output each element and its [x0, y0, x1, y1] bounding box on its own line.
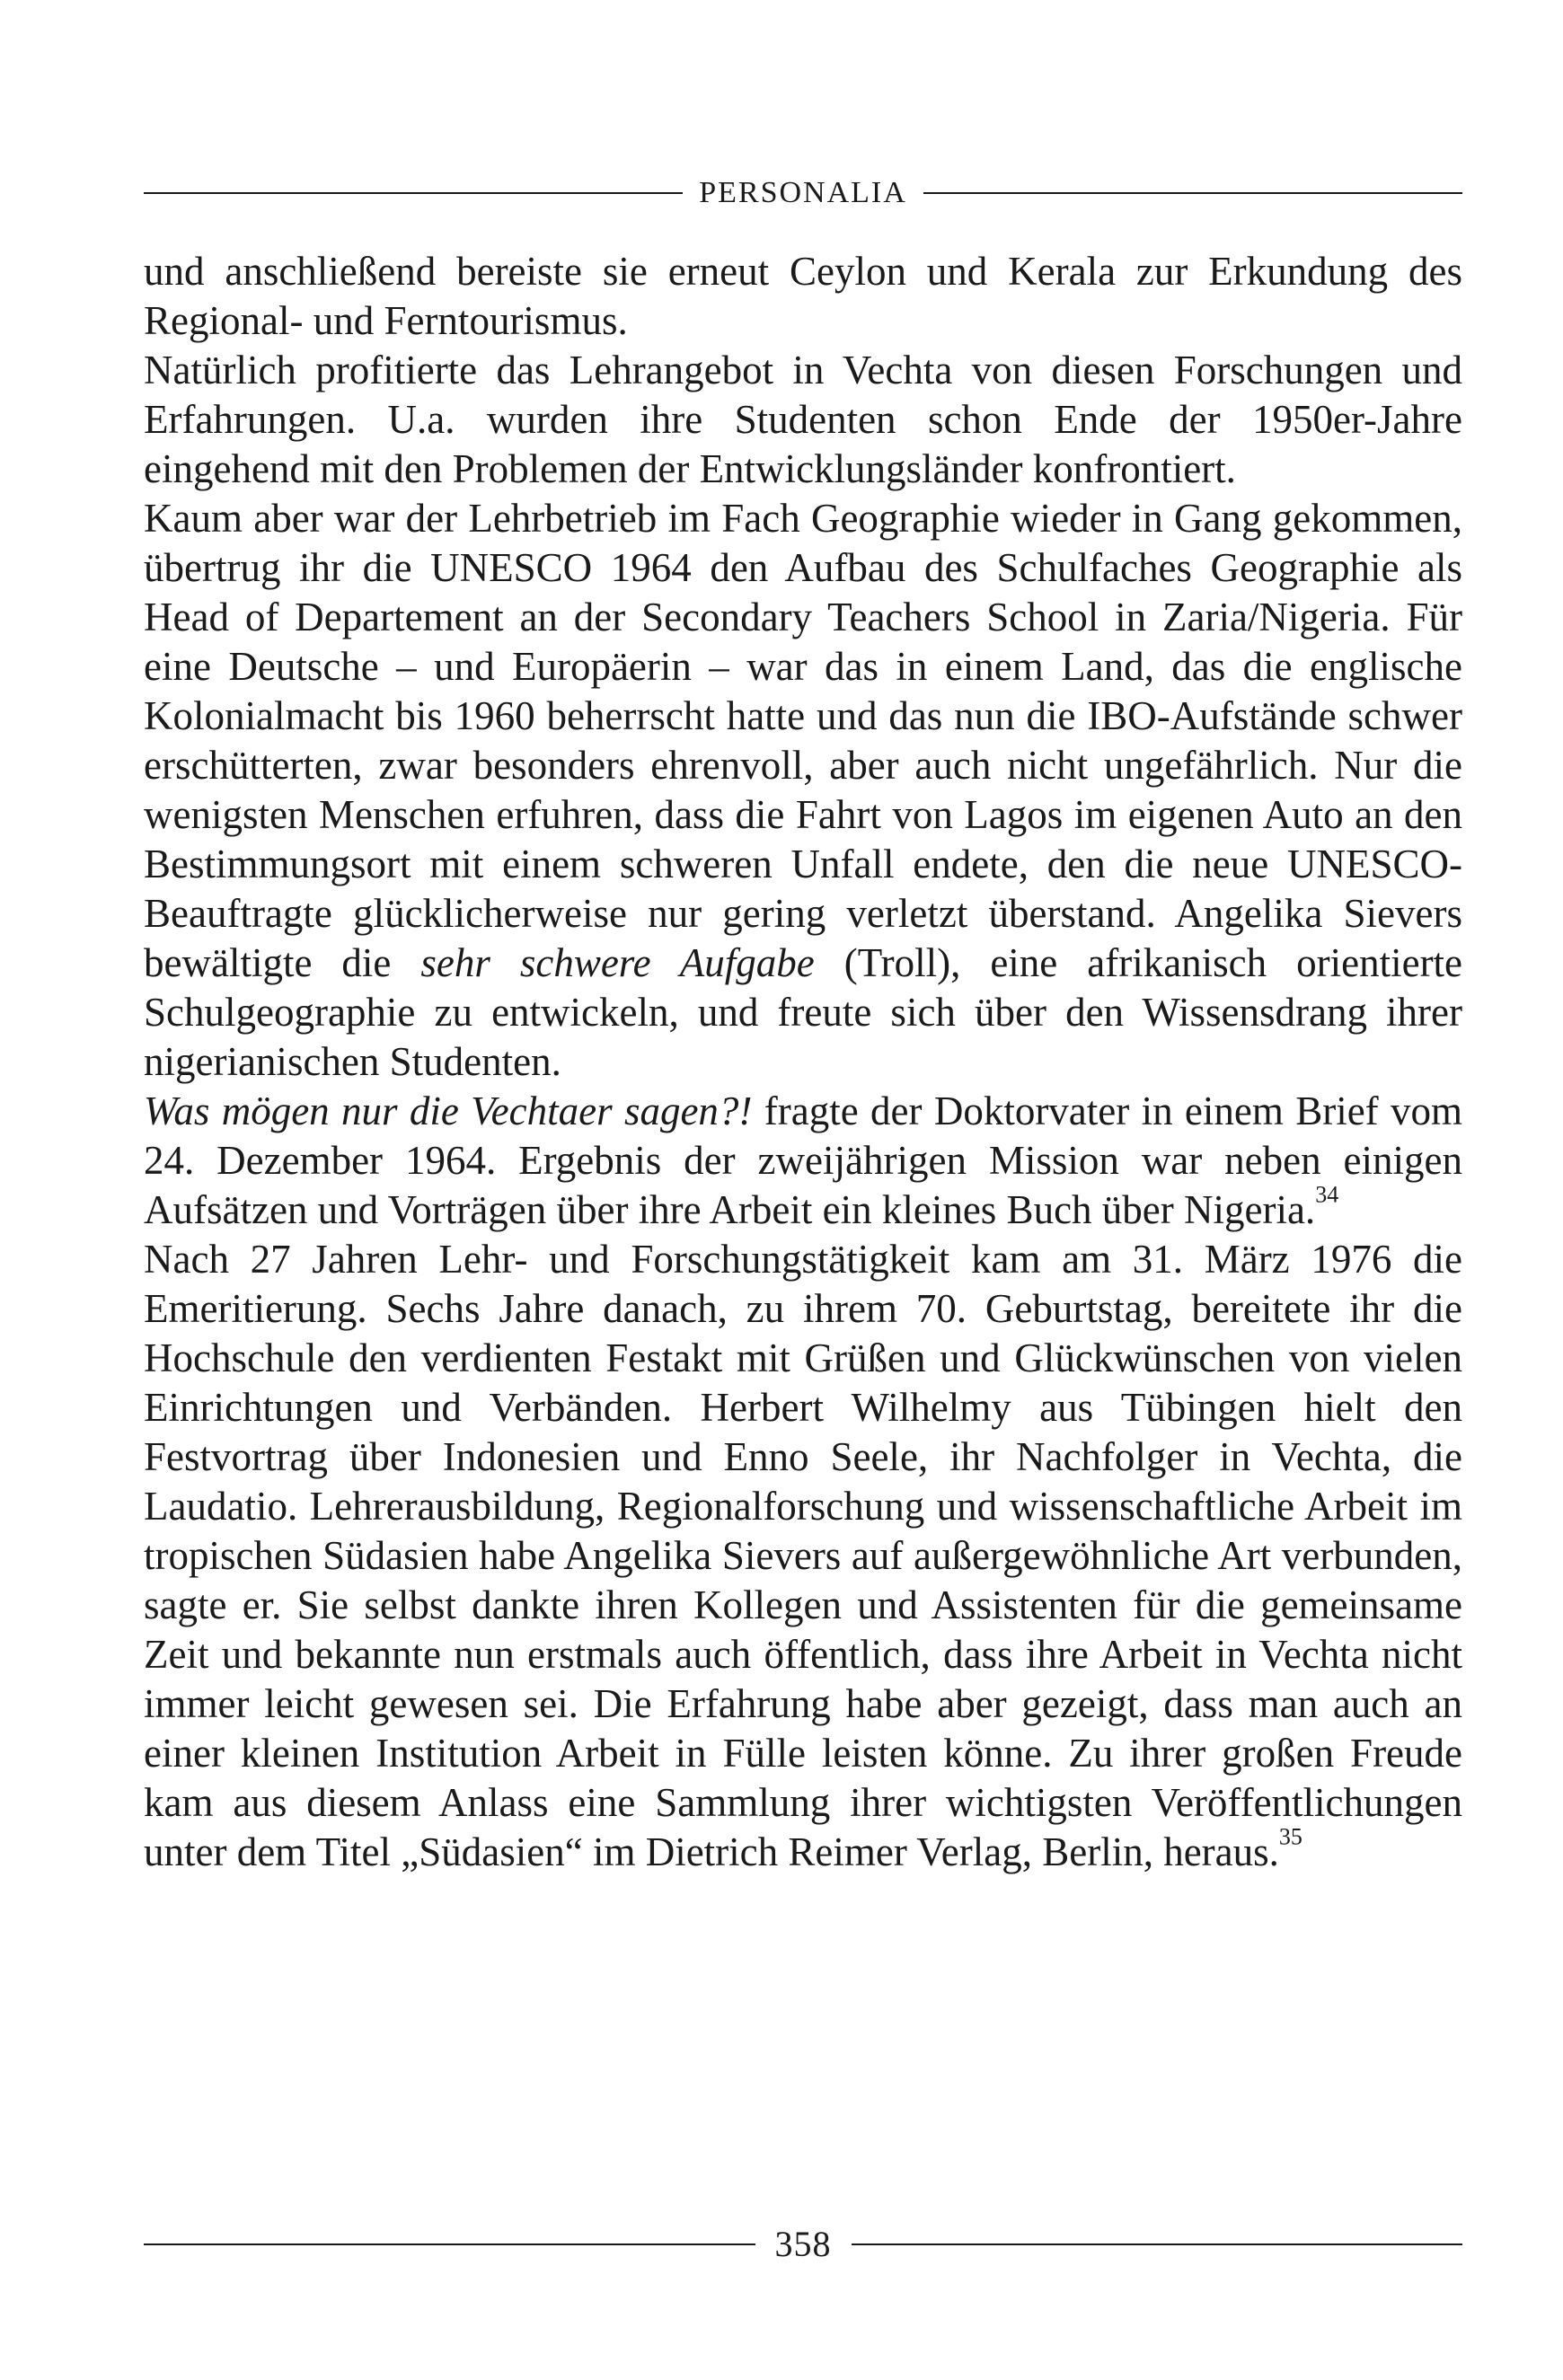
header-rule-right [923, 192, 1462, 194]
footer-rule-right [852, 2243, 1463, 2245]
italic-quote-aufgabe: sehr schwere Aufgabe [420, 940, 815, 985]
running-header [144, 176, 1462, 210]
footnote-marker-34: 34 [1315, 1181, 1339, 1208]
paragraph-3-text-end: (Troll), eine afrikanisch orientierte Schulgeographie zu entwickeln, und freute sich über den Wissensdrang ihrer nigerianischen Studenten. [144, 940, 1463, 1084]
italic-quote-vechtaer: Was mögen nur die Vechtaer sagen?! [144, 1089, 753, 1133]
body-text [144, 247, 1462, 1877]
footnote-marker-35: 35 [1278, 1823, 1302, 1850]
paragraph-5-text: Nach 27 Jahren Lehr- und Forschungstätigkeit kam am 31. März 1976 die Emeritierung. Sechs Jahre danach, zu ihrem 70. Geburtstag, bereitete ihr die Hochschule den verdienten Festakt mit Grüßen und Glückwünschen von vielen Einrichtungen und Verbänden. Herbert Wilhelmy aus Tübingen hielt den Festvortrag über Indonesien und Enno Seele, ihr Nachfolger in Vechta, die Laudatio. Lehrerausbildung, Regionalforschung und wissenschaftliche Arbeit im tropischen Südasien habe Angelika Sievers auf außergewöhnliche Art verbunden, sagte er. Sie selbst dankte ihren Kollegen und Assistenten für die gemeinsame Zeit und bekannte nun erstmals auch öffentlich, dass ihre Arbeit in Vechta nicht immer leicht gewesen sei. Die Erfahrung habe aber gezeigt, dass man auch an einer kleinen Institution Arbeit in Fülle leisten könne. Zu ihrer großen Freude kam aus diesem Anlass eine Sammlung ihrer wichtigsten Veröffentlichungen unter dem Titel „Südasien“ im Dietrich Reimer Verlag, Berlin, heraus. [144, 1237, 1462, 1874]
paragraph-5 [144, 1235, 1462, 1877]
page-number: 358 [774, 2224, 832, 2264]
paragraph-3-text-start: Kaum aber war der Lehrbetrieb im Fach Geographie wieder in Gang gekommen, übertrug ihr die UNESCO 1964 den Aufbau des Schulfaches Geographie als Head of Departement an der Secondary Teachers School in Zaria/Nigeria. Für eine Deutsche – und Europäerin – war das in einem Land, das die englische Kolonialmacht bis 1960 beherrscht hatte und das nun die IBO-Aufstände schwer erschütterten, zwar besonders ehrenvoll, aber auch nicht ungefährlich. Nur die wenigsten Menschen erfuhren, dass die Fahrt von Lagos im eigenen Auto an den Bestimmungsort mit einem schweren Unfall endete, den die neue UNESCO-Beauftragte glücklicherweise nur gering verletzt überstand. Angelika Sievers bewältigte die [144, 496, 1462, 985]
paragraph-4-text: fragte der Doktorvater in einem Brief vom 24. Dezember 1964. Ergebnis der zweijährigen Mission war neben einigen Aufsätzen und Vorträgen über ihre Arbeit ein kleines Buch über Nigeria. [144, 1089, 1463, 1232]
paragraph-3 [144, 494, 1462, 1087]
paragraph-1: und anschließend bereiste sie erneut Ceylon und Kerala zur Erkundung des Regional- und Ferntourismus. [144, 249, 1462, 343]
paragraph-4 [144, 1087, 1462, 1235]
running-head-title: PERSONALIA [699, 176, 907, 209]
header-rule-left [144, 192, 683, 194]
footer-rule-left [144, 2243, 755, 2245]
page-footer [144, 2223, 1462, 2265]
paragraph-2: Natürlich profitierte das Lehrangebot in Vechta von diesen Forschungen und Erfahrungen. U.a. wurden ihre Studenten schon Ende der 1950er-Jahre eingehend mit den Problemen der Entwicklungsländer konfrontiert. [144, 348, 1462, 491]
